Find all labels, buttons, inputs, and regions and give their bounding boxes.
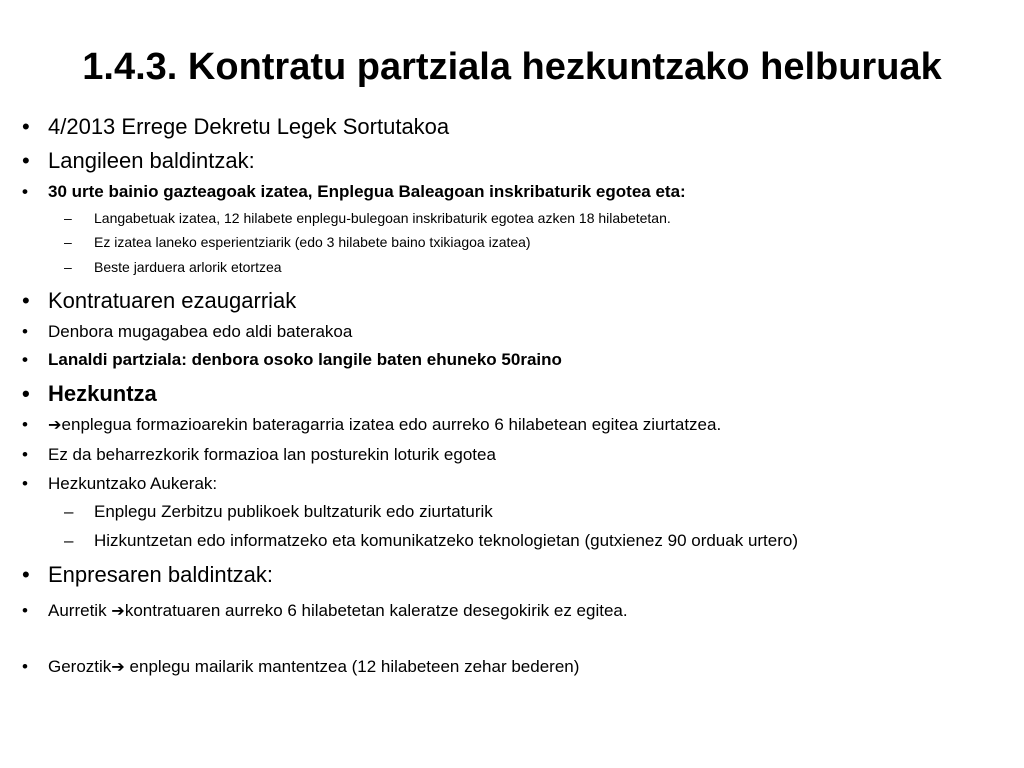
dash-icon: – — [64, 234, 72, 250]
list-item-text: Hezkuntzako Aukerak: — [48, 474, 218, 493]
list-item-text: kontratuaren aurreko 6 hilabetetan kaleratze desegokirik ez egitea. — [124, 601, 628, 620]
list-item-text: enplegu mailarik mantentzea (12 hilabeteen zehar bederen) — [124, 657, 580, 676]
bullet-icon: • — [22, 474, 28, 493]
list-item-text: Lanaldi partziala: denbora osoko langile baten ehuneko 50raino — [48, 350, 562, 369]
list-item-text: Langabetuak izatea, 12 hilabete enplegu-bulegoan inskribaturik egotea azken 18 hilabetetan. — [94, 210, 671, 226]
bullet-icon: • — [22, 415, 28, 434]
list-item-text: Langileen baldintzak: — [48, 148, 255, 173]
arrow-right-icon: ➔ — [111, 658, 125, 676]
slide-title: 1.4.3. Kontratu partziala hezkuntzako helburuak — [82, 46, 942, 88]
list-item-text: Hizkuntzetan edo informatzeko eta komunikatzeko teknologietan (gutxienez 90 orduak urtero) — [94, 531, 799, 550]
bullet-icon: • — [22, 322, 28, 341]
list-item-text: Denbora mugagabea edo aldi baterakoa — [48, 322, 353, 341]
arrow-right-icon: ➔ — [111, 602, 125, 620]
bullet-icon: • — [22, 381, 30, 406]
list-item-text: Enplegu Zerbitzu publikoek bultzaturik edo ziurtaturik — [94, 502, 493, 521]
list-item-prefix: Geroztik — [48, 657, 112, 676]
bullet-icon: • — [22, 562, 30, 587]
list-item-text: 30 urte bainio gazteagoak izatea, Enplegua Baleagoan inskribaturik egotea eta: — [48, 182, 686, 201]
list-item-text: Enpresaren baldintzak: — [48, 562, 274, 587]
dash-icon: – — [64, 531, 74, 550]
bullet-icon: • — [22, 601, 28, 620]
list-item-text: Ez da beharrezkorik formazioa lan posturekin loturik egotea — [48, 445, 496, 464]
bullet-icon: • — [22, 148, 30, 173]
bullet-icon: • — [22, 288, 30, 313]
dash-icon: – — [64, 502, 74, 521]
list-item-text: Ez izatea laneko esperientziarik (edo 3 hilabete baino txikiagoa izatea) — [94, 234, 531, 250]
list-item-text: enplegua formazioarekin bateragarria izatea edo aurreko 6 hilabetean egitea ziurtatzea. — [61, 415, 722, 434]
list-item-text: Hezkuntza — [48, 381, 157, 406]
bullet-icon: • — [22, 657, 28, 676]
bullet-icon: • — [22, 350, 28, 369]
bullet-icon: • — [22, 182, 28, 201]
arrow-right-icon: ➔ — [48, 416, 62, 434]
list-item-text: 4/2013 Errege Dekretu Legek Sortutakoa — [48, 114, 450, 139]
dash-icon: – — [64, 259, 72, 275]
dash-icon: – — [64, 210, 72, 226]
list-item-text: Beste jarduera arlorik etortzea — [94, 259, 282, 275]
bullet-icon: • — [22, 445, 28, 464]
bullet-icon: • — [22, 114, 30, 139]
list-item-text: Kontratuaren ezaugarriak — [48, 288, 297, 313]
list-item-prefix: Aurretik — [48, 601, 112, 620]
